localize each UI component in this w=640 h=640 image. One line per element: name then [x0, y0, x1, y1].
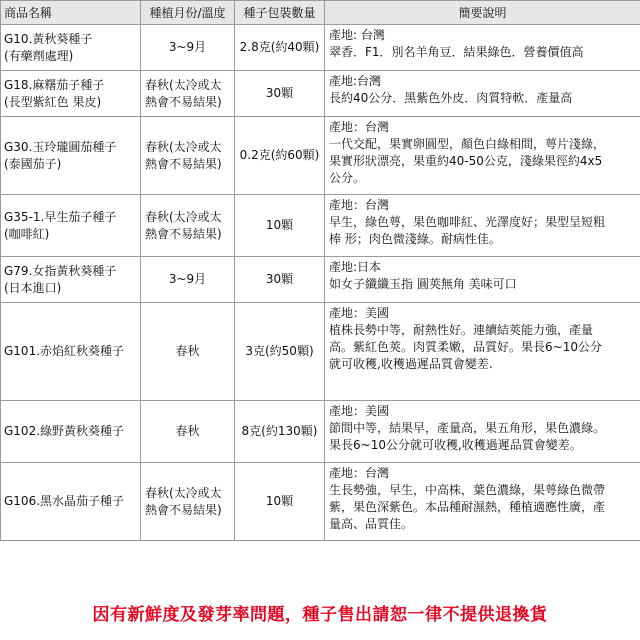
product-name-cell	[1, 463, 141, 541]
planting-season-cell	[141, 303, 235, 401]
description-line: 量高、品質佳。	[329, 517, 414, 531]
planting-season-cell	[141, 401, 235, 463]
description-cell	[325, 257, 640, 303]
product-name-line: (長型紫紅色 果皮)	[4, 94, 102, 109]
description-line: 產地: 台灣	[329, 28, 385, 42]
table-row	[1, 303, 640, 401]
product-name-cell	[1, 117, 141, 195]
planting-season-cell	[141, 71, 235, 117]
description-cell	[325, 117, 640, 195]
description-line: 產地:台灣	[329, 74, 382, 88]
product-name-cell	[1, 71, 141, 117]
seed-quantity-cell: 10顆	[235, 195, 325, 257]
seed-quantity-cell: 0.2克(約60顆)	[235, 117, 325, 195]
product-name-line: G106.黑水晶茄子種子	[4, 494, 125, 508]
no-return-notice: 因有新鮮度及發芽率問題，種子售出請恕一律不提供退換貨	[92, 605, 548, 625]
header-description: 簡要說明	[325, 1, 640, 25]
description-line: 公分。	[329, 171, 366, 185]
description-line: 紫，果色深紫色。本品種耐濕熱，種植適應性廣，產	[329, 500, 606, 514]
table-header-row	[1, 1, 640, 25]
product-name-cell	[1, 195, 141, 257]
description-cell	[325, 71, 640, 117]
product-name-line: G102.綠野黃秋葵種子	[4, 424, 125, 438]
planting-season-line: 熱會不易結果)	[145, 156, 222, 171]
product-name-cell	[1, 257, 141, 303]
description-line: 生長勢強，早生，中高株，葉色濃綠，果萼綠色微帶	[329, 483, 606, 497]
description-cell	[325, 25, 640, 71]
description-cell	[325, 463, 640, 541]
planting-season-cell	[141, 117, 235, 195]
product-name-line: G30.玉玲瓏圓茄種子	[4, 139, 117, 154]
planting-season-line: 春秋(太冷或太	[145, 485, 222, 500]
planting-season-line: 春秋	[175, 424, 200, 438]
seed-quantity-cell: 30顆	[235, 257, 325, 303]
description-line: 翠香．F1．別名羊角豆．結果綠色．營養價值高	[329, 45, 584, 59]
table-body	[1, 25, 640, 541]
planting-season-line: 3~9月	[168, 272, 207, 286]
header-planting-season: 種植月份/溫度	[141, 1, 235, 25]
table-row	[1, 117, 640, 195]
description-line: 節間中等，結果早，產量高，果五角形，果色濃綠。	[329, 421, 606, 435]
description-line: 一代交配，果實卵圓型，顏色白綠相間，萼片淺綠，	[329, 137, 606, 151]
planting-season-line: 春秋	[175, 344, 200, 358]
product-name-line: (有藥劑處理)	[4, 48, 74, 63]
product-name-cell	[1, 25, 141, 71]
table-row	[1, 195, 640, 257]
product-name-cell	[1, 303, 141, 401]
planting-season-line: 春秋(太冷或太	[145, 139, 222, 154]
product-name-line: G101.赤焰紅秋葵種子	[4, 344, 125, 358]
description-line: 果實形狀漂亮，果重約40-50公克，淺綠果徑約4x5	[329, 154, 603, 168]
description-line: 產地:日本	[329, 260, 382, 274]
description-line: 植株長勢中等，耐熱性好。連續結莢能力強，產量	[329, 323, 594, 337]
planting-season-line: 春秋(太冷或太	[145, 209, 222, 224]
planting-season-cell	[141, 195, 235, 257]
planting-season-cell	[141, 257, 235, 303]
seed-quantity-cell: 3克(約50顆)	[235, 303, 325, 401]
planting-season-cell	[141, 25, 235, 71]
product-name-cell	[1, 401, 141, 463]
description-line: 棒 形；肉色微淺綠。耐病性佳。	[329, 232, 501, 246]
description-line: 產地：美國	[329, 306, 390, 320]
product-name-line: G79.女指黃秋葵種子	[4, 263, 117, 278]
description-line: 高。紫紅色莢。肉質柔嫩，品質好。果長6~10公分	[329, 340, 602, 354]
table-row	[1, 25, 640, 71]
description-line: 產地：台灣	[329, 198, 390, 212]
planting-season-line: 熱會不易結果)	[145, 502, 222, 517]
planting-season-line: 熱會不易結果)	[145, 226, 222, 241]
seed-quantity-cell: 10顆	[235, 463, 325, 541]
description-line: 如女子纖纖玉指 圓莢無角 美味可口	[329, 277, 517, 291]
description-line: 就可收穫,收穫過遲品質會變差.	[329, 357, 493, 371]
planting-season-line: 3~9月	[168, 40, 207, 54]
table-row	[1, 463, 640, 541]
product-name-line: G10.黃秋葵種子	[4, 31, 93, 46]
description-line: 早生，綠色萼，果色咖啡紅、光澤度好；果型呈短粗	[329, 215, 606, 229]
product-name-line: G18.麻糬茄子種子	[4, 77, 105, 92]
table-row	[1, 71, 640, 117]
seed-quantity-cell: 30顆	[235, 71, 325, 117]
description-line: 長約40公分．黑紫色外皮．肉質特軟．產量高	[329, 91, 573, 105]
product-name-line: (泰國茄子)	[4, 156, 62, 171]
seed-quantity-cell: 2.8克(約40顆)	[235, 25, 325, 71]
product-name-line: (咖啡紅)	[4, 226, 50, 241]
description-cell	[325, 195, 640, 257]
product-name-line: G35-1.早生茄子種子	[4, 209, 117, 224]
description-cell	[325, 401, 640, 463]
description-cell	[325, 303, 640, 401]
description-line: 產地：台灣	[329, 466, 390, 480]
description-line: 產地：台灣	[329, 120, 390, 134]
description-line: 果長6~10公分就可收穫,收穫過遲品質會變差。	[329, 438, 582, 452]
table-row	[1, 257, 640, 303]
planting-season-line: 春秋(太冷或太	[145, 77, 222, 92]
header-product-name: 商品名稱	[1, 1, 141, 25]
table-row	[1, 401, 640, 463]
header-seed-quantity: 種子包裝數量	[235, 1, 325, 25]
planting-season-line: 熱會不易結果)	[145, 94, 222, 109]
description-line: 產地：美國	[329, 404, 390, 418]
seed-quantity-cell: 8克(約130顆)	[235, 401, 325, 463]
product-name-line: (日本進口)	[4, 280, 62, 295]
planting-season-cell	[141, 463, 235, 541]
